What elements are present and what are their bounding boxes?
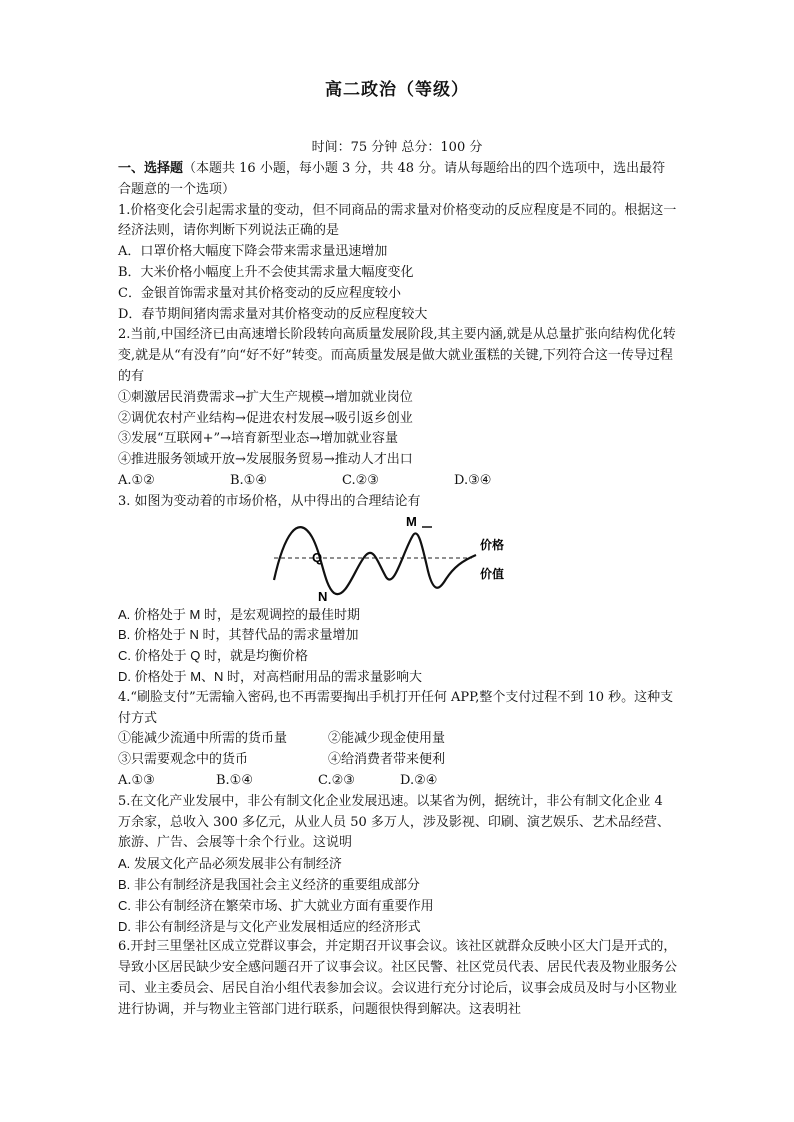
question-4-item-1: ①能减少流通中所需的货币量 (118, 731, 288, 747)
label-price: 价格 (480, 537, 505, 552)
question-4-item-3: ③只需要观念中的货币 (118, 752, 249, 768)
page-title: 高二政治（等级） (325, 80, 469, 100)
question-3-option-d: D. 价格处于 M、N 时，对高档耐用品的需求量影响大 (118, 668, 423, 684)
question-2-options (118, 471, 678, 492)
question-5-option-d: D. 非公有制经济是与文化产业发展相适应的经济形式 (118, 918, 421, 934)
question-3-option-c: C. 价格处于 Q 时，就是均衡价格 (118, 648, 308, 664)
question-4-item-2: ②能减少现金使用量 (328, 731, 446, 747)
section-note: （本题共 16 小题，每小题 3 分，共 48 分。请从每题给出的四个选项中，选出最符合题意的一个选项） (118, 161, 666, 197)
label-m: M (406, 514, 417, 529)
exam-content (118, 159, 678, 1020)
question-4-items-row-1 (118, 729, 678, 750)
question-5-option-a: A. 发展文化产品必须发展非公有制经济 (118, 856, 342, 872)
question-1-option-d: D．春节期间猪肉需求量对其价格变动的反应程度较大 (118, 306, 428, 322)
section-intro (118, 159, 678, 201)
question-4-item-4: ④给消费者带来便利 (328, 752, 446, 768)
label-value: 价值 (480, 566, 505, 581)
label-n: N (318, 588, 328, 601)
question-3-option-b: B. 价格处于 N 时，其替代品的需求量增加 (118, 627, 359, 643)
question-2-item-1: ①刺激居民消费需求→扩大生产规模→增加就业岗位 (118, 389, 413, 405)
question-2-option-a: A.①② (118, 472, 155, 488)
question-4-options (118, 771, 678, 792)
question-4-stem: 4.“刷脸支付”无需输入密码,也不再需要掏出手机打开任何 APP,整个支付过程不到 10 秒。这种支付方式 (118, 689, 674, 726)
price-value-figure (118, 515, 678, 601)
question-1-option-a: A．口罩价格大幅度下降会带来需求量迅速增加 (118, 244, 388, 260)
price-curve (274, 527, 476, 594)
question-2-item-4: ④推进服务领域开放→发展服务贸易→推动人才出口 (118, 452, 413, 468)
question-5-option-b: B. 非公有制经济是我国社会主义经济的重要组成部分 (118, 876, 420, 892)
question-4-option-d: D.②④ (400, 772, 438, 788)
section-heading: 一、选择题 (118, 161, 184, 176)
question-3-option-a: A. 价格处于 M 时，是宏观调控的最佳时期 (118, 606, 360, 622)
question-4-option-c: C.②③ (318, 772, 355, 788)
question-1-option-c: C．金银首饰需求量对其价格变动的反应程度较小 (118, 285, 401, 301)
exam-meta: 时间：75 分钟 总分：100 分 (311, 140, 483, 155)
question-2-option-d: D.③④ (454, 472, 492, 488)
question-5-option-c: C. 非公有制经济在繁荣市场、扩大就业方面有重要作用 (118, 897, 434, 913)
question-2-option-b: B.①④ (230, 472, 267, 488)
label-q: Q (312, 549, 323, 565)
question-4-option-a: A.①③ (118, 772, 155, 788)
price-wave-diagram (266, 515, 526, 601)
question-3-stem: 3. 如图为变动着的市场价格，从中得出的合理结论有 (118, 493, 421, 509)
question-4-items-row-2 (118, 750, 678, 771)
question-2-item-2: ②调优农村产业结构→促进农村发展→吸引返乡创业 (118, 410, 413, 426)
question-2-stem: 2.当前,中国经济已由高速增长阶段转向高质量发展阶段,其主要内涵,就是从总量扩张向结构优化转变,就是从“有没有”向“好不好”转变。而高质量发展是做大就业蛋糕的关键,下列符合这一传导过程的有 (118, 327, 676, 384)
question-2-option-c: C.②③ (342, 472, 379, 488)
question-1-stem: 1.价格变化会引起需求量的变动，但不同商品的需求量对价格变动的反应程度是不同的。根据这一经济法则，请你判断下列说法正确的是 (118, 202, 677, 239)
question-5-stem: 5.在文化产业发展中，非公有制文化企业发展迅速。以某省为例，据统计，非公有制文化企业 4 万余家，总收入 300 多亿元，从业人员 50 多万人，涉及影视、印刷、演艺娱乐、艺术品经营、旅游、广告、会展等十余个行业。这说明 (118, 793, 670, 851)
question-1-option-b: B．大米价格小幅度上升不会使其需求量大幅度变化 (118, 264, 414, 280)
question-2-item-3: ③发展“互联网+”→培育新型业态→增加就业容量 (118, 431, 398, 447)
question-4-option-b: B.①④ (216, 772, 253, 788)
question-6-stem: 6.开封三里堡社区成立党群议事会，并定期召开议事会议。该社区就群众反映小区大门是开式的，导致小区居民缺少安全感问题召开了议事会议。社区民警、社区党员代表、居民代表及物业服务公司、业主委员会、居民自治小组代表参加会议。会议进行充分讨论后，议事会成员及时与小区物业进行协调，并与物业主管部门进行联系，问题很快得到解决。这表明社 (118, 939, 678, 1017)
